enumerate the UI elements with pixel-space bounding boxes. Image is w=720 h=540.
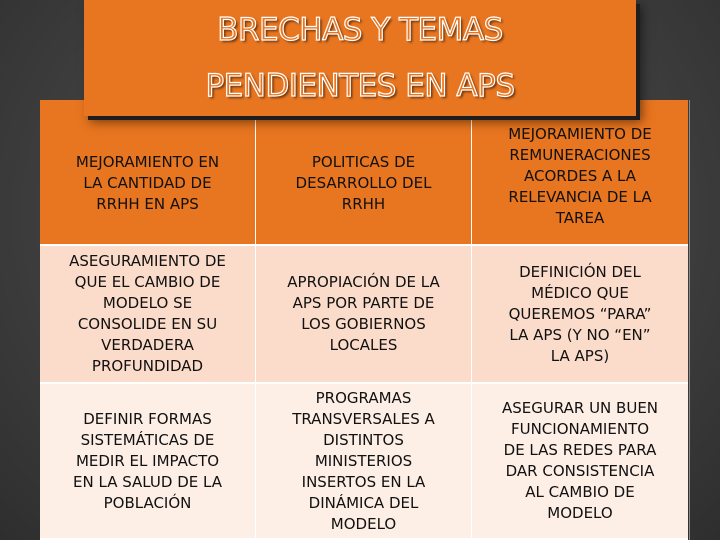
- title-line-2: PENDIENTES EN APS: [205, 68, 515, 104]
- table-cell: DEFINICIÓN DEL MÉDICO QUE QUEREMOS “PARA” LA APS (Y NO “EN” LA APS): [472, 246, 688, 384]
- gaps-table: [40, 100, 688, 540]
- table-cell: PROGRAMAS TRANSVERSALES A DISTINTOS MINISTERIOS INSERTOS EN LA DINÁMICA DEL MODELO: [256, 384, 472, 540]
- table-cell: DEFINIR FORMAS SISTEMÁTICAS DE MEDIR EL IMPACTO EN LA SALUD DE LA POBLACIÓN: [40, 384, 256, 540]
- table-cell: APROPIACIÓN DE LA APS POR PARTE DE LOS GOBIERNOS LOCALES: [256, 246, 472, 384]
- table-cell: ASEGURAMIENTO DE QUE EL CAMBIO DE MODELO SE CONSOLIDE EN SU VERDADERA PROFUNDIDAD: [40, 246, 256, 384]
- table-cell: POLITICAS DE DESARROLLO DEL RRHH: [256, 100, 472, 246]
- table-cell: ASEGURAR UN BUEN FUNCIONAMIENTO DE LAS REDES PARA DAR CONSISTENCIA AL CAMBIO DE MODELO: [472, 384, 688, 540]
- table-cell: MEJORAMIENTO DE REMUNERACIONES ACORDES A LA RELEVANCIA DE LA TAREA: [472, 100, 688, 246]
- table-cell: MEJORAMIENTO EN LA CANTIDAD DE RRHH EN APS: [40, 100, 256, 246]
- title-line-1: BRECHAS Y TEMAS: [217, 12, 503, 48]
- title-box: [84, 0, 636, 116]
